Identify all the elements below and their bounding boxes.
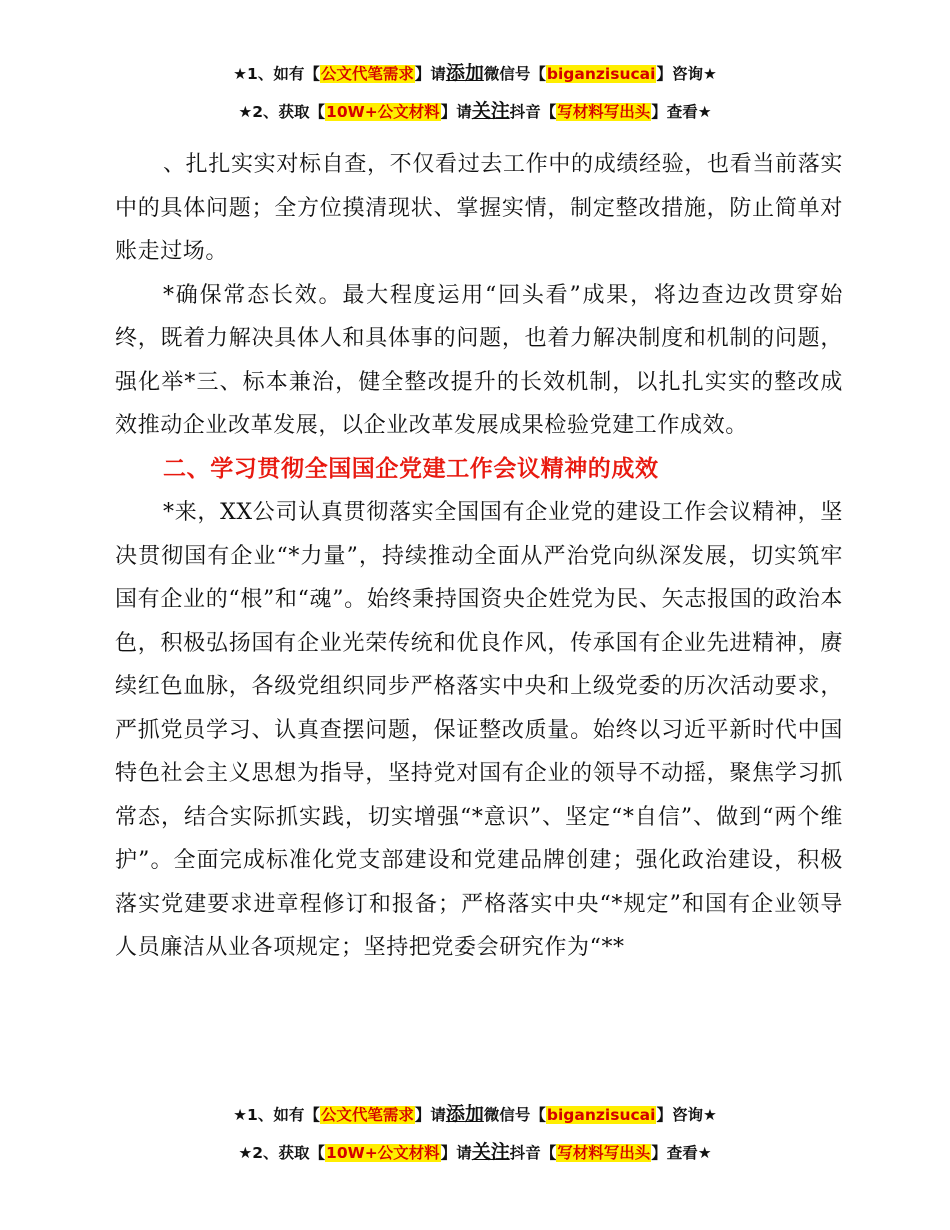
promo-middle-2: 微信号【 bbox=[483, 65, 546, 83]
promo-suffix: 】查看★ bbox=[651, 103, 712, 121]
promo-highlight: 公文代笔需求 bbox=[320, 65, 414, 83]
promo-prefix: ★1、如有【 bbox=[233, 65, 320, 83]
header-promo-line-2 bbox=[0, 96, 950, 123]
promo-highlight: 10W+公文材料 bbox=[326, 1144, 440, 1162]
promo-middle: 】请 bbox=[414, 65, 446, 83]
promo-middle-2: 抖音【 bbox=[509, 1144, 557, 1162]
promo-suffix: 】咨询★ bbox=[656, 65, 717, 83]
promo-emphasis: 添加 bbox=[445, 62, 484, 84]
header-promo-line-1 bbox=[0, 58, 950, 85]
document-body bbox=[115, 143, 843, 970]
promo-wechat-id: biganzisucai bbox=[546, 1106, 656, 1124]
promo-douyin-account: 写材料写出头 bbox=[557, 103, 651, 121]
promo-suffix: 】咨询★ bbox=[656, 1106, 717, 1124]
promo-emphasis: 关注 bbox=[471, 100, 510, 122]
paragraph-long-term-effect: *确保常态长效。最大程度运用“回头看”成果，将边查边改贯穿始终，既着力解决具体人和具体事的问题，也着力解决制度和机制的问题，强化举*三、标本兼治，健全整改提升的长效机制，以扎扎实实的整改成效推动企业改革发展，以企业改革发展成果检验党建工作成效。 bbox=[115, 282, 843, 438]
promo-emphasis: 关注 bbox=[471, 1141, 510, 1163]
promo-middle-2: 抖音【 bbox=[509, 103, 557, 121]
footer-promo-line-2 bbox=[0, 1137, 950, 1164]
promo-highlight: 公文代笔需求 bbox=[320, 1106, 414, 1124]
promo-middle: 】请 bbox=[414, 1106, 446, 1124]
section-heading: 二、学习贯彻全国国企党建工作会议精神的成效 bbox=[163, 455, 659, 482]
promo-wechat-id: biganzisucai bbox=[546, 65, 656, 83]
footer-promo-line-1 bbox=[0, 1099, 950, 1126]
promo-emphasis: 添加 bbox=[445, 1103, 484, 1125]
promo-middle-2: 微信号【 bbox=[483, 1106, 546, 1124]
promo-middle: 】请 bbox=[440, 1144, 472, 1162]
promo-prefix: ★2、获取【 bbox=[238, 103, 326, 121]
promo-prefix: ★2、获取【 bbox=[238, 1144, 326, 1162]
paragraph-self-check: 、扎扎实实对标自查，不仅看过去工作中的成绩经验，也看当前落实中的具体问题；全方位摸清现状、掌握实情，制定整改措施，防止简单对账走过场。 bbox=[115, 152, 843, 264]
promo-prefix: ★1、如有【 bbox=[233, 1106, 320, 1124]
paragraph-achievements: *来，XX公司认真贯彻落实全国国有企业党的建设工作会议精神，坚决贯彻国有企业“*力量”，持续推动全面从严治党向纵深发展，切实筑牢国有企业的“根”和“魂”。始终秉持国资央企姓党为民、矢志报国的政治本色，积极弘扬国有企业光荣传统和优良作风，传承国有企业先进精神，赓续红色血脉，各级党组织同步严格落实中央和上级党委的历次活动要求，严抓党员学习、认真查摆问题，保证整改质量。始终以习近平新时代中国特色社会主义思想为指导，坚持党对国有企业的领导不动摇，聚焦学习抓常态，结合实际抓实践，切实增强“*意识”、坚定“*自信”、做到“两个维护”。全面完成标准化党支部建设和党建品牌创建；强化政治建设，积极落实党建要求进章程修订和报备；严格落实中央“*规定”和国有企业领导人员廉洁从业各项规定；坚持把党委会研究作为“** bbox=[115, 500, 843, 960]
promo-suffix: 】查看★ bbox=[651, 1144, 712, 1162]
promo-douyin-account: 写材料写出头 bbox=[557, 1144, 651, 1162]
promo-middle: 】请 bbox=[440, 103, 472, 121]
promo-highlight: 10W+公文材料 bbox=[326, 103, 440, 121]
